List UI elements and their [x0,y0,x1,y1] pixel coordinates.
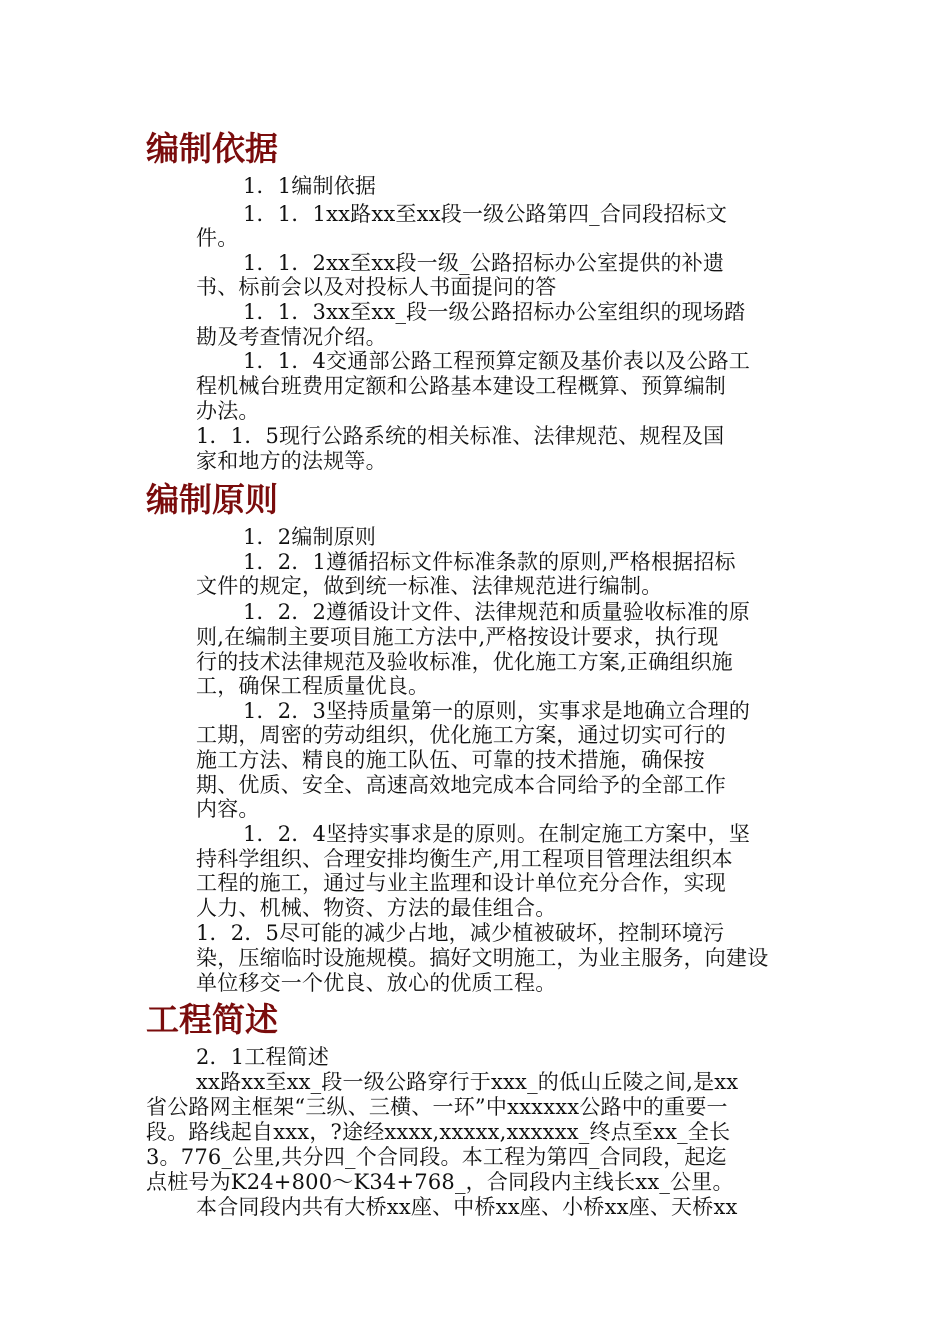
text-line: 内容。 [196,797,260,821]
text-line: 1．2．1遵循招标文件标准条款的原则,严格根据招标 [243,550,736,574]
text-line: 2．1工程简述 [196,1045,330,1069]
text-line: 1．2．5尽可能的减少占地，减少植被破坏，控制环境污 [196,921,725,945]
text-line: 1．2编制原则 [243,525,377,549]
text-line: 3。776_公里,共分四_个合同段。本工程为第四_合同段，起迄 [146,1145,727,1169]
text-line: 施工方法、精良的施工队伍、可靠的技术措施，确保按 [196,748,705,772]
text-line: 工，确保工程质量优良。 [196,674,430,698]
text-line: 持科学组织、合理安排均衡生产,用工程项目管理法组织本 [196,847,733,871]
text-line: xx路xx至xx_段一级公路穿行于xxx_的低山丘陵之间,是xx [196,1070,739,1094]
text-line: 点桩号为K24+800～K34+768_，合同段内主线长xx_公里。 [146,1170,734,1194]
text-line: 书、标前会以及对投标人书面提问的答 [196,275,557,299]
text-line: 1．1．2xx至xx段一级_公路招标办公室提供的补遗 [243,251,725,275]
text-line: 件。 [196,226,239,250]
text-line: 工期，周密的劳动组织，优化施工方案，通过切实可行的 [196,723,726,747]
text-line: 人力、机械、物资、方法的最佳组合。 [196,896,557,920]
text-line: 勘及考查情况介绍。 [196,325,387,349]
text-line: 程机械台班费用定额和公路基本建设工程概算、预算编制 [196,374,726,398]
text-line: 1．1编制依据 [243,174,377,198]
text-line: 1．2．3坚持质量第一的原则，实事求是地确立合理的 [243,699,751,723]
text-line: 1．1．1xx路xx至xx段一级公路第四_合同段招标文 [243,202,728,226]
text-line: 1．1．4交通部公路工程预算定额及基价表以及公路工 [243,349,751,373]
text-line: 办法。 [196,399,260,423]
text-line: 则,在编制主要项目施工方法中,严格按设计要求，执行现 [196,625,719,649]
text-line: 工程的施工，通过与业主监理和设计单位充分合作，实现 [196,871,726,895]
section-heading-basis: 编制依据 [146,129,278,168]
text-line: 单位移交一个优良、放心的优质工程。 [196,971,557,995]
text-line: 1．1．3xx至xx_段一级公路招标办公室组织的现场踏 [243,300,746,324]
text-line: 1．2．4坚持实事求是的原则。在制定施工方案中，坚 [243,822,751,846]
text-line: 段。路线起自xxx，?途经xxxx,xxxxx,xxxxxx_终点至xx_全长 [146,1120,731,1144]
section-heading-principles: 编制原则 [146,480,278,519]
text-line: 本合同段内共有大桥xx座、中桥xx座、小桥xx座、天桥xx [196,1195,738,1219]
text-line: 1．1．5现行公路系统的相关标准、法律规范、规程及国 [196,424,725,448]
text-line: 1．2．2遵循设计文件、法律规范和质量验收标准的原 [243,600,751,624]
text-line: 家和地方的法规等。 [196,449,387,473]
text-line: 文件的规定，做到统一标准、法律规范进行编制。 [196,574,663,598]
text-line: 期、优质、安全、高速高效地完成本合同给予的全部工作 [196,773,726,797]
text-line: 行的技术法律规范及验收标准，优化施工方案,正确组织施 [196,650,733,674]
section-heading-overview: 工程简述 [146,1000,278,1039]
text-line: 省公路网主框架“三纵、三横、一环”中xxxxxx公路中的重要一 [146,1095,728,1119]
text-line: 染，压缩临时设施规模。搞好文明施工，为业主服务，向建设 [196,946,769,970]
